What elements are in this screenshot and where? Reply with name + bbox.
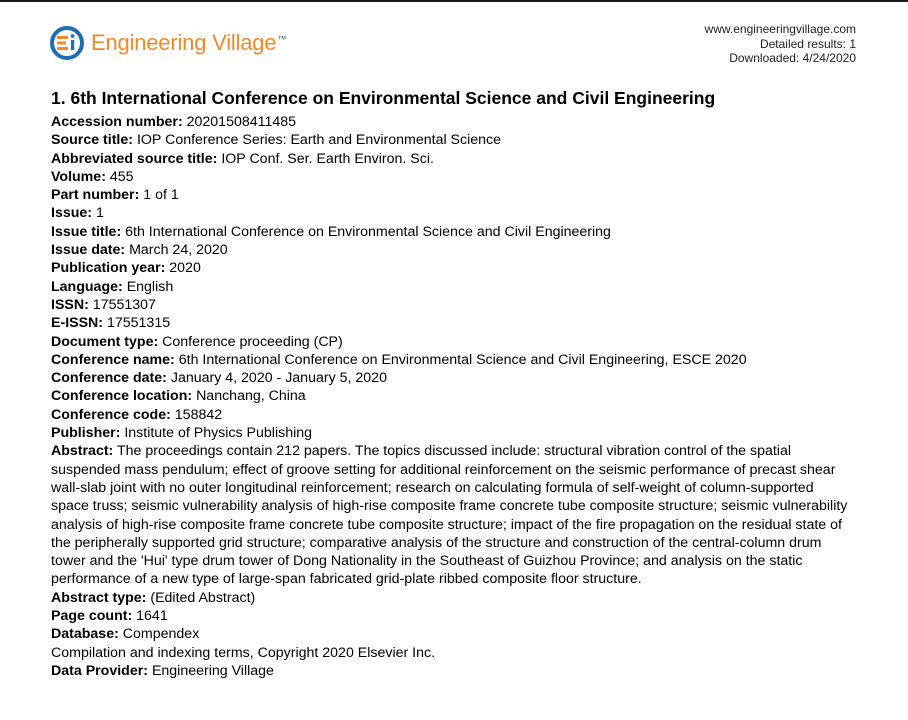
field-conference-date: Conference date: January 4, 2020 - January 5, 2020 (51, 370, 387, 387)
record-title: 1. 6th International Conference on Environmental Science and Civil Engineering (51, 88, 716, 108)
field-abbreviated-source-title: Abbreviated source title: IOP Conf. Ser. Earth Environ. Sci. (51, 150, 434, 167)
field-part-number: Part number: 1 of 1 (51, 187, 179, 204)
field-language: Language: English (51, 278, 174, 295)
field-data-provider: Data Provider: Engineering Village (51, 662, 274, 679)
top-border (0, 0, 908, 2)
field-publication-year: Publication year: 2020 (51, 260, 201, 277)
field-issn: ISSN: 17551307 (51, 296, 156, 313)
copyright-notice: Compilation and indexing terms, Copyright 2020 Elsevier Inc. (51, 644, 436, 661)
field-issue: Issue: 1 (51, 205, 104, 222)
field-publisher: Publisher: Institute of Physics Publishing (51, 425, 313, 442)
field-conference-code: Conference code: 158842 (51, 406, 223, 423)
logo-text: Engineering Village™ (91, 30, 287, 55)
field-conference-location: Conference location: Nanchang, China (51, 388, 306, 405)
field-page-count: Page count: 1641 (51, 608, 168, 625)
field-volume: Volume: 455 (51, 168, 134, 185)
engineering-village-logo (49, 24, 286, 62)
record-fields (51, 113, 851, 680)
download-date: Downloaded: 4/24/2020 (729, 51, 856, 65)
site-url: www.engineeringvillage.com (704, 22, 856, 36)
field-issue-title: Issue title: 6th International Conference on Environmental Science and Civil Engineering (51, 223, 611, 240)
field-issue-date: Issue date: March 24, 2020 (51, 242, 228, 259)
field-source-title: Source title: IOP Conference Series: Earth and Environmental Science (51, 132, 502, 149)
field-accession-number: Accession number: 20201508411485 (51, 114, 297, 130)
ei-logo-icon (49, 25, 85, 61)
export-meta (705, 22, 856, 66)
field-document-type: Document type: Conference proceeding (CP) (51, 333, 343, 350)
field-abstract: Abstract: The proceedings contain 212 papers. The topics discussed include: structural vibration control of the spatial suspended mass pendulum; effect of groove setting for additional reinforcement on the seismic performance of precast shear wall-slab joint with no outer longitudinal reinforcement; research on calculating formula of self-weight of column-supported space truss; seismic vulnerability analysis of high-rise composite frame concrete tube composite structure; seismic vulnerability analysis of high-rise composite frame concrete tube composite structure; impact of the fire propagation on the residual state of the peripherally supported grid structure; comparative analysis of the structure and construction of the central-column drum tower and the 'Hui' type drum tower of Dong Nationality in the Southeast of Guizhou Province; and analysis on the static performance of a new type of large-span fabricated grid-plate ribbed composite floor structure. (51, 443, 848, 588)
detailed-results: Detailed results: 1 (759, 36, 856, 51)
field-database: Database: Compendex (51, 626, 200, 643)
field-conference-name: Conference name: 6th International Conference on Environmental Science and Civil Engineering, ESCE 2020 (51, 351, 747, 368)
field-e-issn: E-ISSN: 17551315 (51, 315, 171, 332)
field-abstract-type: Abstract type: (Edited Abstract) (51, 589, 256, 606)
